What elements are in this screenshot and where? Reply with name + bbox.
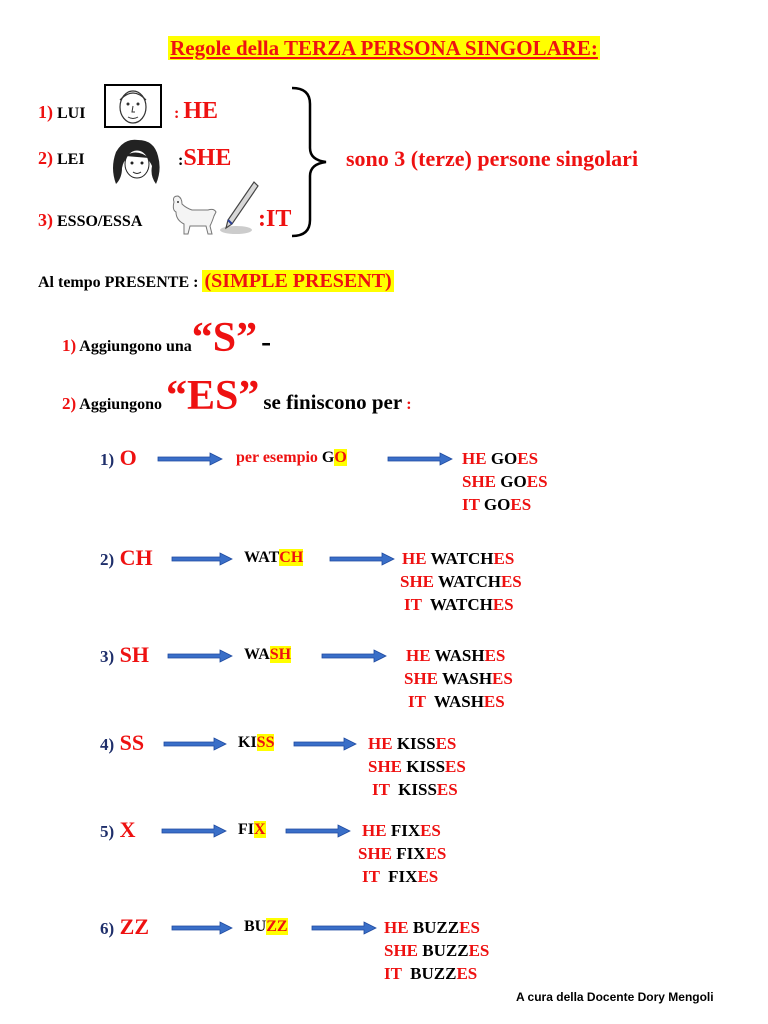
- arrow-icon: [162, 824, 226, 838]
- pronoun-row-he: 1) LUI: [38, 102, 86, 122]
- ending-5: 6) ZZ: [100, 914, 150, 939]
- pronoun-row-she: 2) LEI: [38, 148, 85, 168]
- dog-icon: [168, 192, 218, 236]
- pen-icon: [214, 180, 262, 236]
- ending-0: 1) O: [100, 445, 137, 470]
- arrow-icon: [294, 737, 356, 751]
- conjugation-row: SHE GOES: [462, 472, 548, 491]
- pronoun-she: :SHE: [178, 145, 232, 171]
- arrow-icon: [158, 452, 222, 466]
- ending-2: 3) SH: [100, 642, 150, 667]
- arrow-icon: [388, 452, 452, 466]
- conjugation-row: IT WATCHES: [404, 595, 514, 614]
- conjugation-row: IT WASHES: [408, 692, 505, 711]
- conjugation-row: IT KISSES: [372, 780, 458, 799]
- conjugation-row: SHE FIXES: [358, 844, 447, 863]
- ending-1: 2) CH: [100, 545, 153, 570]
- man-face-icon: [104, 84, 162, 128]
- footer-credit: A cura della Docente Dory Mengoli: [516, 990, 714, 1004]
- example-word-1: WATCH: [244, 549, 304, 566]
- example-word-5: BUZZ: [244, 918, 288, 935]
- arrow-icon: [164, 737, 226, 751]
- pronoun-it: :IT: [258, 206, 292, 232]
- rule-2: 2) Aggiungono “ES” se finiscono per :: [62, 373, 412, 419]
- conjugation-row: HE KISSES: [368, 734, 457, 753]
- arrow-icon: [330, 552, 394, 566]
- conjugation-row: SHE KISSES: [368, 757, 466, 776]
- tempo-line: Al tempo PRESENTE : (SIMPLE PRESENT): [38, 270, 392, 292]
- conjugation-row: SHE BUZZES: [384, 941, 490, 960]
- curly-bracket: [288, 86, 338, 238]
- conjugation-row: IT GOES: [462, 495, 532, 514]
- ending-3: 4) SS: [100, 730, 145, 755]
- conjugation-row: HE GOES: [462, 449, 539, 468]
- arrow-icon: [286, 824, 350, 838]
- conjugation-row: SHE WASHES: [404, 669, 513, 688]
- pronoun-row-it: 3) ESSO/ESSA: [38, 210, 143, 230]
- conjugation-row: HE WASHES: [406, 646, 506, 665]
- example-word-4: FIX: [238, 821, 266, 838]
- conjugation-row: SHE WATCHES: [400, 572, 522, 591]
- arrow-icon: [312, 921, 376, 935]
- conjugation-row: IT BUZZES: [384, 964, 478, 983]
- conjugation-row: HE WATCHES: [402, 549, 515, 568]
- arrow-icon: [172, 552, 232, 566]
- page-title: Regole della TERZA PERSONA SINGOLARE:: [170, 36, 598, 60]
- woman-face-icon: [108, 138, 164, 188]
- example-word-2: WASH: [244, 646, 292, 663]
- conjugation-row: HE BUZZES: [384, 918, 480, 937]
- bracket-note: sono 3 (terze) persone singolari: [346, 146, 639, 171]
- arrow-icon: [172, 921, 232, 935]
- conjugation-row: IT FIXES: [362, 867, 439, 886]
- ending-4: 5) X: [100, 817, 136, 842]
- example-word-3: KISS: [238, 734, 275, 751]
- arrow-icon: [168, 649, 232, 663]
- arrow-icon: [322, 649, 386, 663]
- example-word-0: per esempio GO: [236, 449, 347, 466]
- conjugation-row: HE FIXES: [362, 821, 441, 840]
- pronoun-he: : HE: [174, 98, 219, 124]
- rule-1: 1) Aggiungono una“S” -: [62, 315, 272, 361]
